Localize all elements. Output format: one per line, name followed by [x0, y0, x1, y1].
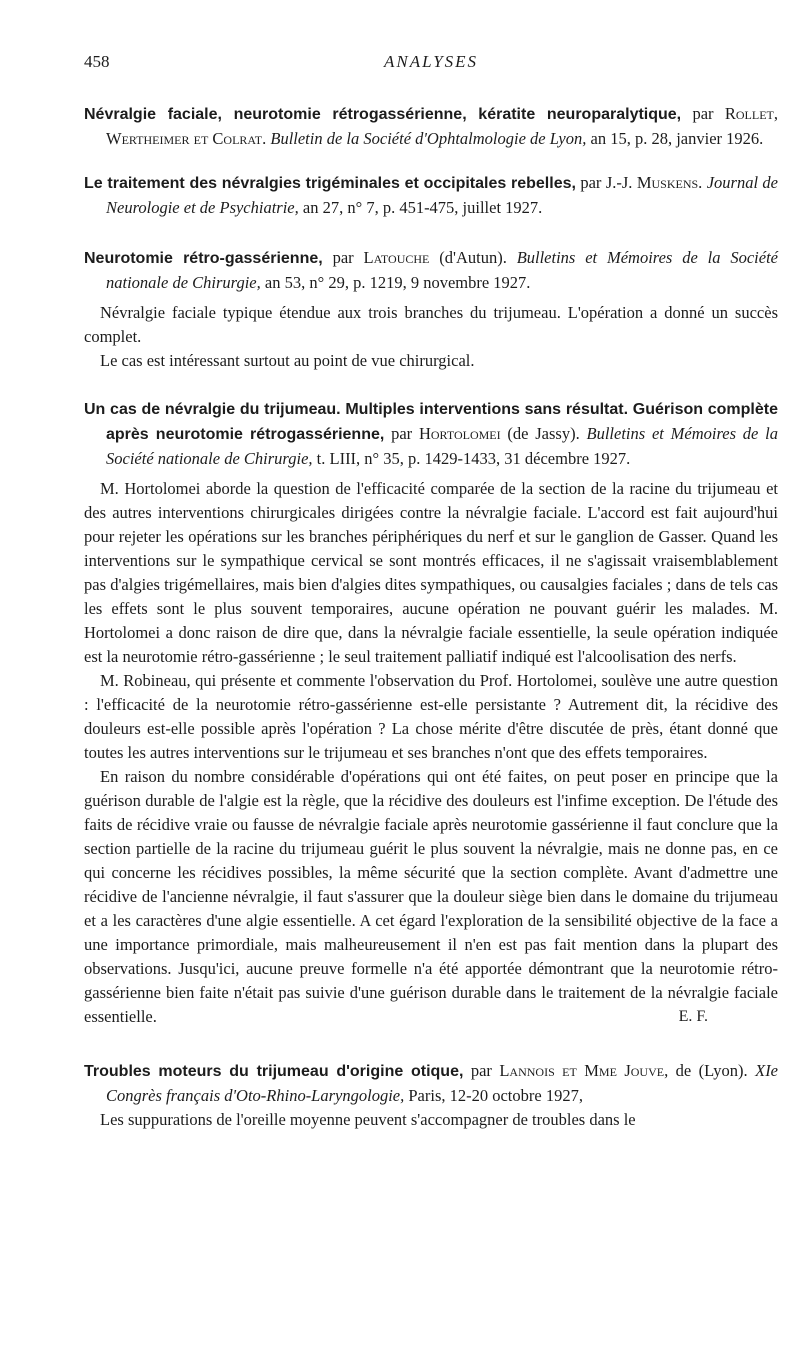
- article-authors: Latouche: [363, 248, 430, 267]
- journal-name: Bulletins et Mémoires de la Société nationale de Chirurgie,: [106, 248, 778, 292]
- reviewer-signature: E. F.: [678, 1008, 708, 1025]
- citation: [84, 397, 778, 471]
- article-authors: Hortolomei: [418, 424, 501, 443]
- citation-details: an 15, p. 28, janvier 1926.: [586, 129, 764, 148]
- journal-name: XIe Congrès français d'Oto-Rhino-Laryngologie,: [106, 1061, 779, 1105]
- journal-name: Bulletin de la Société d'Ophtalmologie de Lyon,: [270, 129, 587, 148]
- summary-paragraph: M. Robineau, qui présente et commente l'observation du Prof. Hortolomei, soulève une autre question : l'efficacité de la neurotomie rétro-gassérienne est-elle persistante ? Autrement dit, la récidive des douleurs est-elle possible après l'opération ? La chose mérite d'être discutée de près, étant donné que toutes les autres interventions sur le trijumeau et ses branches n'ont que des effets temporaires.: [84, 671, 778, 762]
- citation-origin: (de Jassy).: [500, 424, 587, 443]
- running-title: ANALYSES: [383, 52, 479, 71]
- citation-details: Paris, 12-20 octobre 1927,: [404, 1086, 583, 1105]
- citation-origin: (d'Autun).: [429, 248, 517, 267]
- citation-connector: par: [384, 424, 419, 443]
- citation: [84, 171, 778, 220]
- running-head: [84, 52, 778, 82]
- citation-connector: par: [463, 1061, 500, 1080]
- summary-paragraph: Les suppurations de l'oreille moyenne peuvent s'accompagner de troubles dans le: [100, 1110, 636, 1129]
- article-title: Un cas de névralgie du trijumeau. Multiples interventions sans résultat. Guérison complète après neurotomie rétrogassérienne,: [84, 401, 778, 443]
- article-title: Troubles moteurs du trijumeau d'origine otique,: [84, 1063, 464, 1080]
- citation-connector: par: [322, 248, 364, 267]
- summary-paragraph: En raison du nombre considérable d'opérations qui ont été faites, on peut poser en principe que la guérison durable de l'algie est la règle, que la récidive des douleurs est l'infime exception. De l'étude des faits de récidive vraie ou fausse de névralgie faciale après neurotomie gassérienne il faut conclure que la section partielle de la racine du trijumeau guérit le plus souvent la névralgie, mais ne donne pas, en ce qui concerne les récidives possibles, la même sécurité que la section complète. Avant d'admettre une récidive de l'ancienne névralgie, il faut s'assurer que la douleur siège bien dans le domaine du trijumeau et a les caractères d'une algie essentielle. A cet égard l'exploration de la sensibilité objective de la face a une importance primordiale, mais malheureusement il n'en est pas fait mention dans la plupart des observations. Jusqu'ici, aucune preuve formelle n'a été apportée démontrant que la neurotomie rétro-gassérienne bien faite n'était pas suivie d'une guérison durable dans le traitement de la névralgie faciale essentielle.: [84, 767, 778, 1026]
- citation-connector: par: [575, 173, 606, 192]
- summary-paragraph: Le cas est intéressant surtout au point de vue chirurgical.: [100, 351, 475, 370]
- article-entry: [84, 246, 778, 373]
- citation-details: t. LIII, n° 35, p. 1429-1433, 31 décembre 1927.: [312, 449, 631, 468]
- summary-paragraph: M. Hortolomei aborde la question de l'efficacité comparée de la section de la racine du trijumeau et des autres interventions chirurgicales dirigées contre la névralgie faciale. L'accord est fait aujourd'hui pour rejeter les opérations sur les branches périphériques du nerf et sur le ganglion de Gasser. Quand les interventions sur le sympathique cervical se sont montrés efficaces, il ne s'agissait vraisemblablement pas d'algies trigémellaires, mais bien d'algies dites sympathiques, ou causalgies faciales ; dans de tels cas les effets sont le plus souvent temporaires, aucune opération ne pouvant guérir les malades. M. Hortolomei a donc raison de dire que, dans la névralgie faciale essentielle, la seule opération indiquée est la neurotomie rétro-gassérienne ; le seul traitement palliatif indiqué est l'alcoolisation des nerfs.: [84, 479, 778, 666]
- citation: [84, 102, 778, 151]
- article-entry: [84, 171, 778, 220]
- citation: [84, 1059, 778, 1108]
- article-title: Neurotomie rétro-gassérienne,: [84, 250, 323, 267]
- page-number: 458: [84, 52, 110, 71]
- citation-origin: de (Lyon).: [668, 1061, 756, 1080]
- journal-name: Journal de Neurologie et de Psychiatrie,: [106, 173, 779, 217]
- article-entry: [84, 397, 778, 1029]
- citation-connector: par: [681, 104, 725, 123]
- article-entry: [84, 102, 778, 151]
- article-authors: Lannois et Mme Jouve,: [499, 1061, 669, 1080]
- citation-details: an 53, n° 29, p. 1219, 9 novembre 1927.: [260, 273, 531, 292]
- article-title: Névralgie faciale, neurotomie rétrogassérienne, kératite neuroparalytique,: [84, 106, 682, 123]
- citation: [84, 246, 778, 295]
- article-authors: J.-J. Muskens.: [605, 173, 703, 192]
- article-entry: [84, 1059, 778, 1132]
- summary-paragraph: Névralgie faciale typique étendue aux trois branches du trijumeau. L'opération a donné un succès complet.: [84, 303, 778, 346]
- citation-details: an 27, n° 7, p. 451-475, juillet 1927.: [298, 198, 543, 217]
- article-title: Le traitement des névralgies trigéminales et occipitales rebelles,: [84, 175, 576, 192]
- article-authors: Rollet, Wertheimer et Colrat.: [106, 104, 778, 148]
- journal-name: Bulletins et Mémoires de la Société nationale de Chirurgie,: [106, 424, 778, 468]
